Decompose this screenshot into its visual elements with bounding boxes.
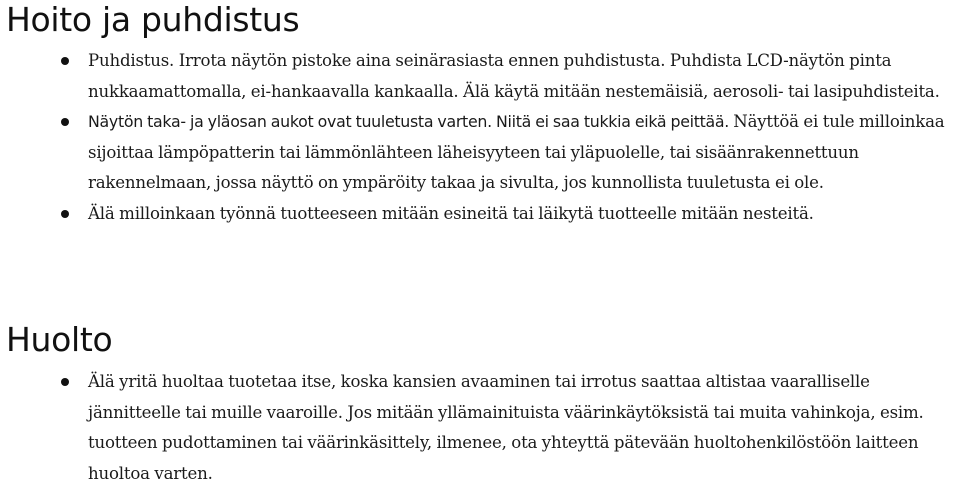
bullet-icon xyxy=(61,210,69,218)
list-item-text: Älä milloinkaan työnnä tuotteeseen mitään esineitä tai läikytä tuotteelle mitään nesteitä. xyxy=(88,203,814,223)
list-item-service xyxy=(0,367,960,489)
bullet-icon xyxy=(61,378,69,386)
service-heading: Huolto xyxy=(6,320,113,359)
list-item-cleaning xyxy=(0,46,960,107)
list-item-text: Puhdistus. Irrota näytön pistoke aina seinärasiasta ennen puhdistusta. Puhdista LCD-näytön pinta nukkaamattomalla, ei-hankaavalla kankaalla. Älä käytä mitään nestemäisiä, aerosoli- tai lasipuhdisteita. xyxy=(88,51,940,101)
bullet-icon xyxy=(61,57,69,65)
list-item-objects xyxy=(0,199,960,230)
list-item-text: Älä yritä huoltaa tuotetaa itse, koska kansien avaaminen tai irrotus saattaa altistaa vaaralliselle jännitteelle tai muille vaaroille. Jos mitään yllämainituista väärinkäytöksistä tai muita vahinkoja, esim. tuotteen pudottaminen tai väärinkäsittely, ilmenee, ota yhteyttä pätevään huoltohenkilöstöön laitteen huoltoa varten. xyxy=(88,372,924,483)
care-list xyxy=(0,46,960,229)
list-item-text: Näyttöä ei tule milloinkaa sijoittaa lämpöpatterin tai lämmönlähteen läheisyyteen tai yläpuolelle, tai sisäänrakennettuun rakennelmaan, jossa näyttö on ympäröity takaa ja sivulta, jos kunnollista tuuletusta ei ole. xyxy=(88,112,945,192)
bullet-icon xyxy=(61,118,69,126)
list-item-vents xyxy=(0,107,960,199)
service-list xyxy=(0,367,960,489)
care-heading: Hoito ja puhdistus xyxy=(6,0,300,39)
list-item-text: Näytön taka- ja yläosan aukot ovat tuuletusta varten. Niitä ei saa tukkia eikä peittää. xyxy=(88,112,734,131)
